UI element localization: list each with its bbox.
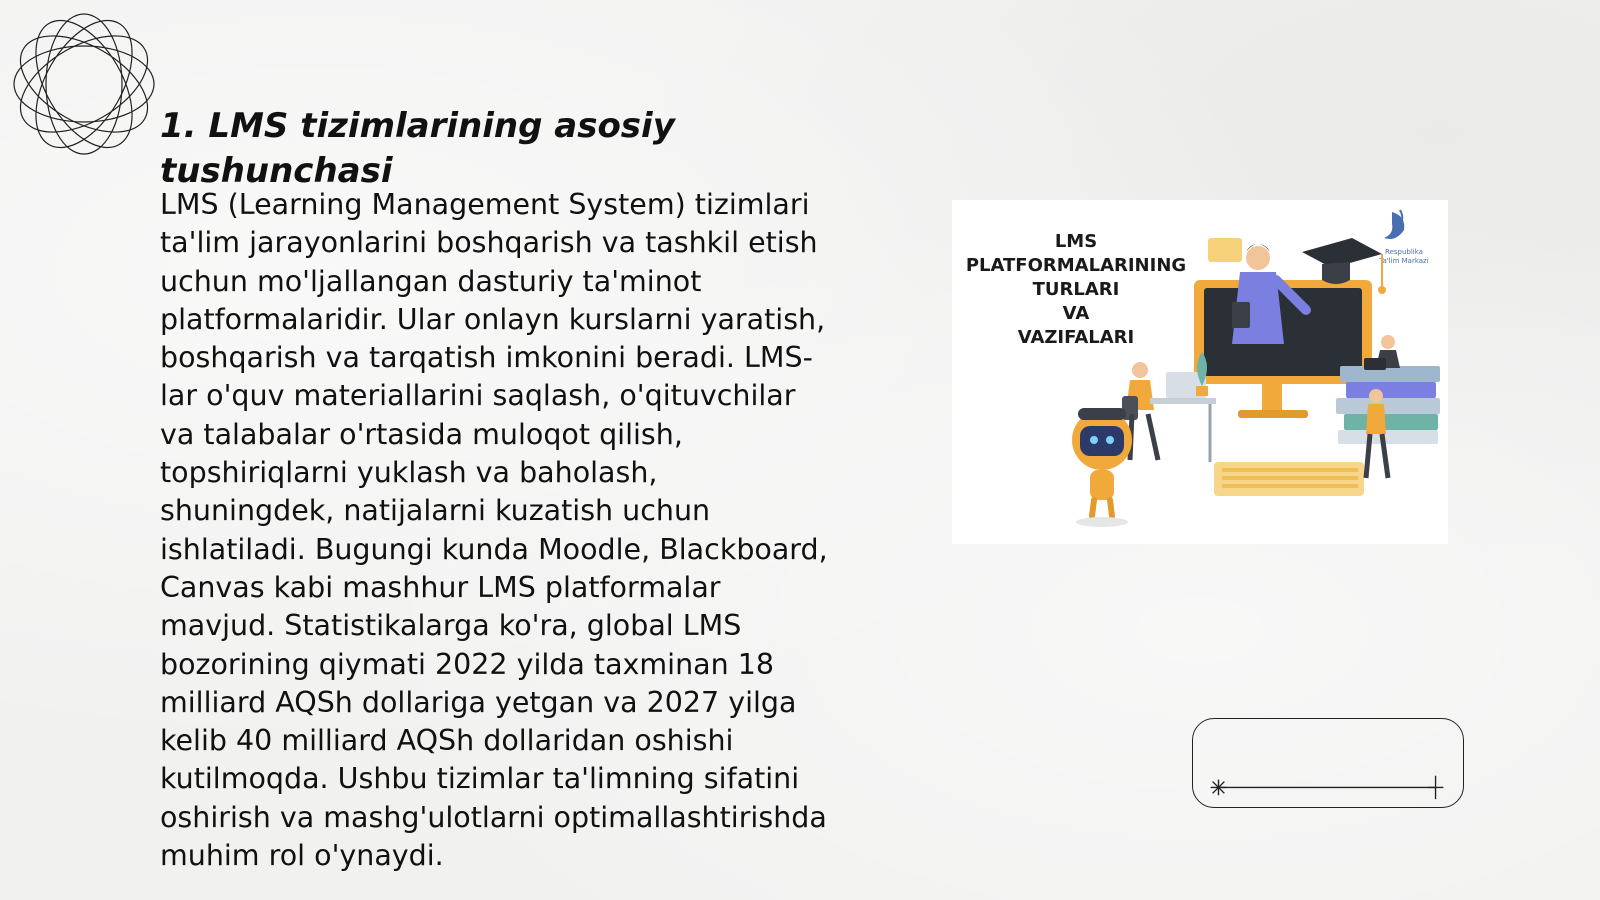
- monitor-icon: [1194, 280, 1372, 418]
- robot-mascot-icon: [1072, 408, 1132, 527]
- svg-text:Respublika: Respublika: [1385, 248, 1423, 256]
- slide-title: 1. LMS tizimlarining asosiy tushunchasi: [160, 106, 675, 191]
- lms-illustration: [952, 200, 1448, 544]
- circular-ornament-icon: [10, 10, 158, 158]
- decorative-frame: [1192, 718, 1464, 808]
- decorative-line-icon: [1193, 719, 1463, 807]
- svg-text:Ta'lim Markazi: Ta'lim Markazi: [1379, 257, 1429, 265]
- book-stack-icon: [1336, 366, 1440, 444]
- illustration-caption: LMS PLATFORMALARINING TURLARI VA VAZIFALARI: [965, 231, 1187, 348]
- slide-body-text: LMS (Learning Management System) tizimlari ta'lim jarayonlarini boshqarish va tashkil etish uchun mo'ljallangan dasturiy ta'minot platformalaridir. Ular onlayn kurslarni yaratish, boshqarish va tarqatish imkonini beradi. LMS-lar o'quv materiallarini saqlash, o'qituvchilar va talabalar o'rtasida muloqot qilish, topshiriqlarni yuklash va baholash, shuningdek, natijalarni kuzatish uchun ishlatiladi. Bugungi kunda Moodle, Blackboard, Canvas kabi mashhur LMS platformalar mavjud. Statistikalarga ko'ra, global LMS bozorining qiymati 2022 yilda taxminan 18 milliard AQSh dollariga yetgan va 2027 yilga kelib 40 milliard AQSh dollaridan oshishi kutilmoqda. Ushbu tizimlar ta'limning sifatini oshirish va mashg'ulotlarni optimallashtirishda muhim rol o'ynaydi.: [160, 188, 828, 873]
- bird-logo-icon: [1378, 210, 1428, 265]
